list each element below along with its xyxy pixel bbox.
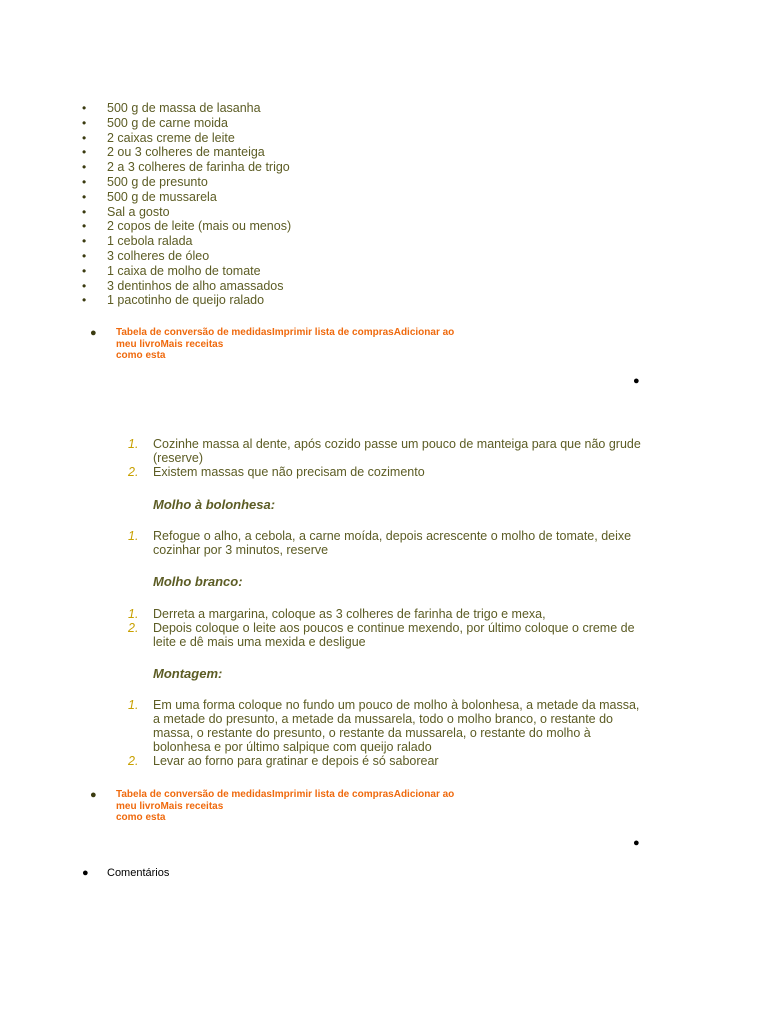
ingredient-item: • 500 g de mussarela [82, 190, 291, 205]
ingredient-item: • 2 copos de leite (mais ou menos) [82, 219, 291, 234]
print-shopping-list-link[interactable]: Imprimir lista de compras [272, 327, 394, 338]
ingredient-item: • 500 g de presunto [82, 175, 291, 190]
ingredients-list [82, 101, 291, 308]
conversion-table-link[interactable]: Tabela de conversão de medidas [116, 327, 272, 338]
bullet-icon: ● [82, 867, 89, 879]
step-item: 2. Levar ao forno para gratinar e depois é só saborear [128, 754, 439, 768]
step-item: 1. Em uma forma coloque no fundo um pouco de molho à bolonhesa, a metade da massa, a metade do presunto, a metade da mussarela, todo o molho branco, o restante do massa, o restante do presunto, o restante da mussarela, o restante do molho à bolonhesa e por último salpique com queijo ralado [128, 698, 640, 754]
bolonhesa-steps [128, 529, 668, 557]
montagem-steps [128, 698, 668, 768]
comments-link[interactable]: ● Comentários [82, 867, 170, 879]
bullet-icon: ● [633, 837, 640, 849]
conversion-table-link[interactable]: Tabela de conversão de medidas [116, 789, 272, 800]
step-item: 1. Refogue o alho, a cebola, a carne moída, depois acrescente o molho de tomate, deixe cozinhar por 3 minutos, reserve [128, 529, 632, 557]
section-title-bolonhesa: Molho à bolonhesa: [153, 497, 276, 512]
bullet-icon: ● [633, 375, 640, 387]
bullet-icon: ● [90, 327, 97, 339]
step-item: 2. Depois coloque o leite aos poucos e continue mexendo, por último coloque o creme de leite e dê mais uma mexida e desligue [128, 621, 635, 649]
more-recipes-link[interactable]: Mais receitas como esta [116, 800, 224, 823]
section-title-montagem: Montagem: [153, 666, 223, 681]
ingredient-item: • Sal a gosto [82, 205, 291, 220]
recipe-links-top [90, 327, 510, 362]
ingredient-item: • 500 g de carne moida [82, 116, 291, 131]
step-item: 1. Derreta a margarina, coloque as 3 colheres de farinha de trigo e mexa, [128, 607, 546, 621]
add-to-book-link[interactable]: Adicionar ao meu livro [116, 789, 455, 812]
more-recipes-link[interactable]: Mais receitas como esta [116, 338, 224, 361]
bullet-icon: ● [90, 789, 97, 801]
ingredient-item: • 3 dentinhos de alho amassados [82, 279, 291, 294]
ingredient-item: • 2 ou 3 colheres de manteiga [82, 145, 291, 160]
section-title-molho-branco: Molho branco: [153, 574, 243, 589]
ingredient-item: • 2 caixas creme de leite [82, 131, 291, 146]
preparation-steps [128, 437, 668, 479]
print-shopping-list-link[interactable]: Imprimir lista de compras [272, 789, 394, 800]
ingredient-item: • 1 cebola ralada [82, 234, 291, 249]
ingredient-item: • 2 a 3 colheres de farinha de trigo [82, 160, 291, 175]
ingredient-item: • 3 colheres de óleo [82, 249, 291, 264]
ingredient-item: • 1 caixa de molho de tomate [82, 264, 291, 279]
step-item: 1. Cozinhe massa al dente, após cozido passe um pouco de manteiga para que não grude (reserve) [128, 437, 641, 465]
recipe-links-bottom [90, 789, 510, 824]
molho-branco-steps [128, 607, 668, 649]
step-item: 2. Existem massas que não precisam de cozimento [128, 465, 425, 479]
ingredient-item: • 500 g de massa de lasanha [82, 101, 291, 116]
add-to-book-link[interactable]: Adicionar ao meu livro [116, 327, 455, 350]
ingredient-item: • 1 pacotinho de queijo ralado [82, 293, 291, 308]
